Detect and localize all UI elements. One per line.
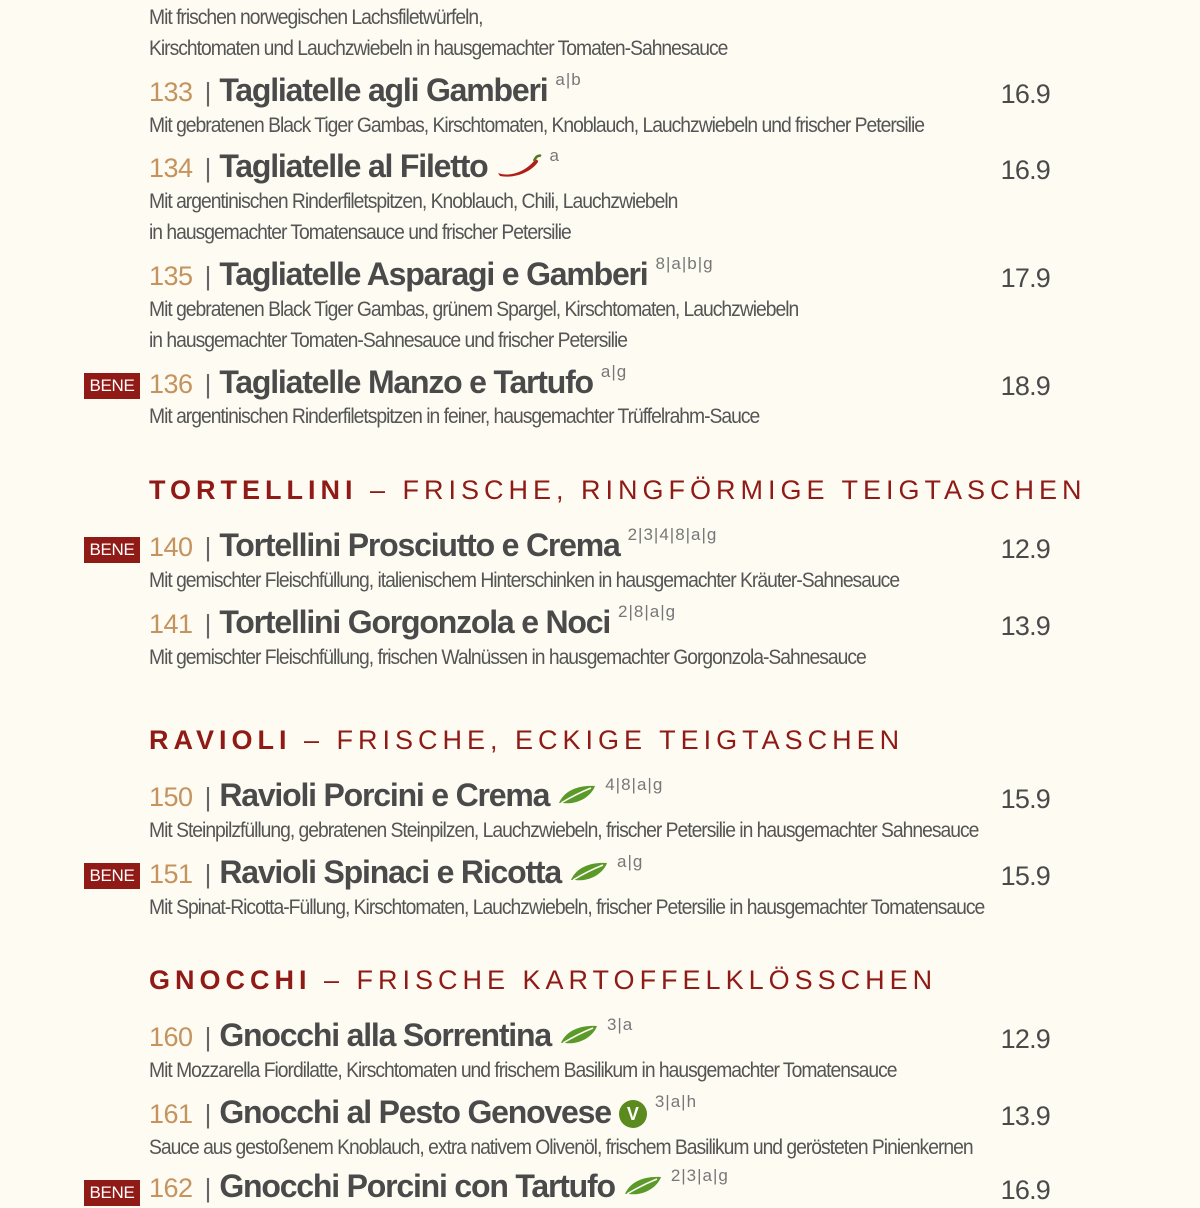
- item-description: Mit gemischter Fleischfüllung, italienischem Hinterschinken in hausgemachter Kräuter-Sahnesauce: [149, 569, 900, 592]
- menu-item-title: [149, 604, 676, 644]
- item-description: Mit frischen norwegischen Lachsfiletwürfeln,: [149, 6, 483, 29]
- separator: |: [204, 1099, 212, 1129]
- item-description: in hausgemachter Tomatensauce und frischer Petersilie: [149, 221, 571, 244]
- separator: |: [204, 1173, 212, 1203]
- menu-item-title: [149, 1017, 633, 1057]
- section-title: RAVIOLI: [149, 725, 292, 755]
- bene-badge: BENE: [84, 537, 140, 563]
- item-price: 17.9: [1000, 263, 1050, 293]
- item-number: 135: [149, 261, 193, 291]
- vegan-icon: V: [619, 1100, 647, 1128]
- section-title: GNOCCHI: [149, 965, 312, 995]
- item-name: Tagliatelle al Filetto: [219, 148, 488, 184]
- leaf-icon: [559, 1023, 599, 1052]
- menu-item-title: [149, 1168, 729, 1208]
- item-price: 16.9: [1000, 1175, 1050, 1205]
- item-number: 133: [149, 77, 193, 107]
- item-price: 16.9: [1000, 79, 1050, 109]
- item-description: Mit gebratenen Black Tiger Gambas, grünem Spargel, Kirschtomaten, Lauchzwiebeln: [149, 298, 799, 321]
- item-number: 141: [149, 609, 193, 639]
- item-number: 150: [149, 782, 193, 812]
- item-allergens: a|g: [600, 362, 628, 381]
- item-description: in hausgemachter Tomaten-Sahnesauce und frischer Petersilie: [149, 329, 627, 352]
- menu-item-title: [149, 364, 627, 404]
- item-name: Gnocchi Porcini con Tartufo: [219, 1168, 615, 1204]
- chili-pepper-icon: [496, 153, 542, 184]
- leaf-icon: [569, 860, 609, 889]
- item-price: 15.9: [1000, 861, 1050, 891]
- item-price: 15.9: [1000, 784, 1050, 814]
- section-heading-tortellini: [149, 475, 1087, 506]
- item-allergens: a|g: [617, 852, 644, 871]
- item-description: Mit gebratenen Black Tiger Gambas, Kirschtomaten, Knoblauch, Lauchzwiebeln und frischer Petersilie: [149, 114, 924, 137]
- section-subtitle: – FRISCHE, RINGFÖRMIGE TEIGTASCHEN: [357, 475, 1087, 505]
- item-price: 12.9: [1000, 1024, 1050, 1054]
- item-allergens: 3|a|h: [654, 1092, 698, 1111]
- item-allergens: 8|a|b|g: [655, 254, 714, 273]
- item-description: Mit Mozzarella Fiordilatte, Kirschtomaten und frischem Basilikum in hausgemachter Tomatensauce: [149, 1059, 897, 1082]
- item-price: 16.9: [1000, 155, 1050, 185]
- item-name: Ravioli Porcini e Crema: [219, 777, 550, 813]
- item-allergens: 2|8|a|g: [618, 602, 677, 621]
- menu-item-title: [149, 527, 717, 567]
- bene-badge: BENE: [84, 863, 140, 889]
- item-allergens: 4|8|a|g: [605, 775, 664, 794]
- item-price: 18.9: [1000, 371, 1050, 401]
- item-name: Tagliatelle agli Gamberi: [219, 72, 548, 108]
- item-price: 13.9: [1000, 611, 1050, 641]
- menu-item-title: [149, 1094, 697, 1134]
- item-description: Kirschtomaten und Lauchzwiebeln in hausgemachter Tomaten-Sahnesauce: [149, 37, 728, 60]
- item-description: Mit argentinischen Rinderfiletspitzen in feiner, hausgemachter Trüffelrahm-Sauce: [149, 405, 760, 428]
- separator: |: [204, 261, 212, 291]
- item-name: Tortellini Gorgonzola e Noci: [219, 604, 611, 640]
- menu-item-title: [149, 148, 560, 188]
- leaf-icon: [623, 1174, 663, 1203]
- menu-item-title: [149, 72, 582, 112]
- separator: |: [204, 532, 212, 562]
- item-allergens: 3|a: [606, 1015, 634, 1034]
- item-name: Tagliatelle Manzo e Tartufo: [219, 364, 593, 400]
- item-number: 136: [149, 369, 193, 399]
- item-allergens: 2|3|a|g: [670, 1166, 729, 1185]
- item-name: Gnocchi alla Sorrentina: [219, 1017, 551, 1053]
- item-number: 162: [149, 1173, 193, 1203]
- item-name: Tortellini Prosciutto e Crema: [219, 527, 620, 563]
- section-heading-gnocchi: [149, 965, 937, 996]
- menu-item-title: [149, 256, 714, 296]
- item-description: Sauce aus gestoßenem Knoblauch, extra nativem Olivenöl, frischem Basilikum und gerösteten Pinienkernen: [149, 1136, 973, 1159]
- separator: |: [204, 77, 212, 107]
- menu-item-title: [149, 777, 663, 817]
- section-heading-ravioli: [149, 725, 904, 756]
- separator: |: [204, 153, 212, 183]
- section-subtitle: – FRISCHE, ECKIGE TEIGTASCHEN: [291, 725, 905, 755]
- item-allergens: a|b: [555, 70, 582, 89]
- item-allergens: a: [549, 146, 560, 165]
- item-price: 12.9: [1000, 534, 1050, 564]
- separator: |: [204, 859, 212, 889]
- menu-item-title: [149, 854, 643, 894]
- separator: |: [204, 1022, 212, 1052]
- item-number: 161: [149, 1099, 193, 1129]
- item-description: Mit argentinischen Rinderfiletspitzen, Knoblauch, Chili, Lauchzwiebeln: [149, 190, 678, 213]
- item-description: Mit gemischter Fleischfüllung, frischen Walnüssen in hausgemachter Gorgonzola-Sahnesauce: [149, 646, 866, 669]
- item-name: Gnocchi al Pesto Genovese: [219, 1094, 611, 1130]
- bene-badge: BENE: [84, 1180, 140, 1206]
- separator: |: [204, 782, 212, 812]
- item-name: Tagliatelle Asparagi e Gamberi: [219, 256, 648, 292]
- separator: |: [204, 369, 212, 399]
- section-subtitle: – FRISCHE KARTOFFELKLÖSSCHEN: [311, 965, 938, 995]
- item-description: Mit Spinat-Ricotta-Füllung, Kirschtomaten, Lauchzwiebeln, frischer Petersilie in hausgemachter Tomatensauce: [149, 896, 985, 919]
- bene-badge: BENE: [84, 373, 140, 399]
- leaf-icon: [557, 783, 597, 812]
- item-allergens: 2|3|4|8|a|g: [627, 525, 718, 544]
- item-number: 160: [149, 1022, 193, 1052]
- item-price: 13.9: [1000, 1101, 1050, 1131]
- item-number: 140: [149, 532, 193, 562]
- item-name: Ravioli Spinaci e Ricotta: [219, 854, 561, 890]
- item-description: Mit Steinpilzfüllung, gebratenen Steinpilzen, Lauchzwiebeln, frischer Petersilie in hausgemachter Sahnesauce: [149, 819, 979, 842]
- item-number: 134: [149, 153, 193, 183]
- item-number: 151: [149, 859, 193, 889]
- section-title: TORTELLINI: [149, 475, 358, 505]
- separator: |: [204, 609, 212, 639]
